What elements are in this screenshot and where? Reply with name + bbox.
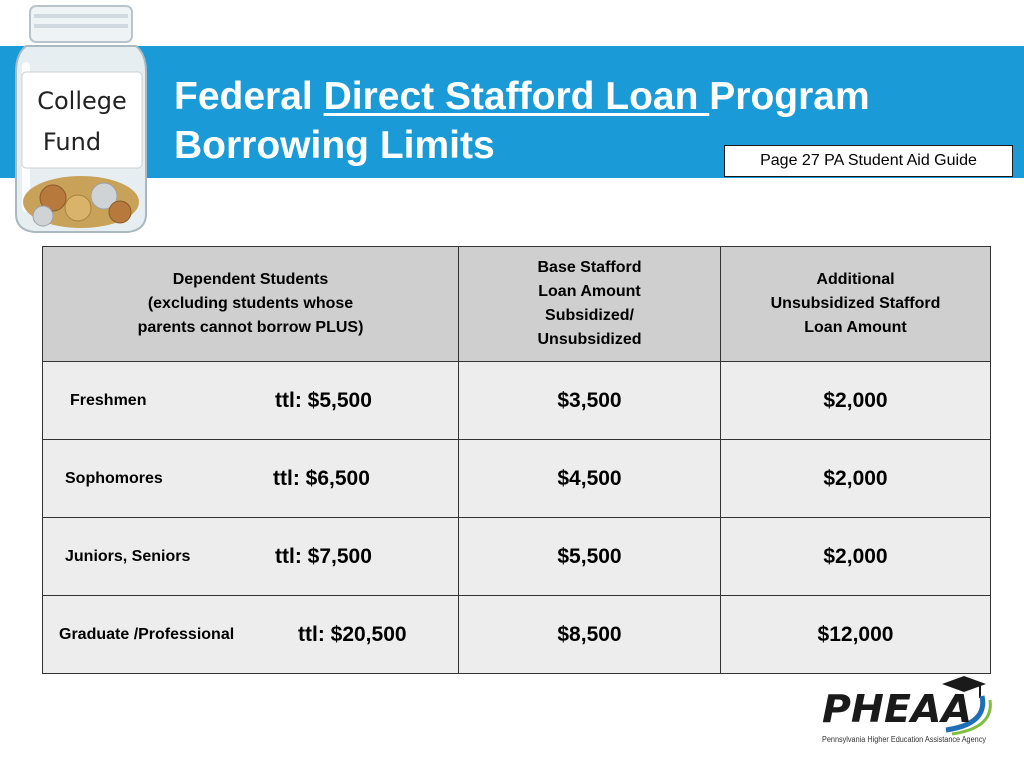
category-label: Freshmen — [70, 392, 147, 409]
header-line: Base Stafford — [537, 259, 642, 276]
college-fund-jar-image — [8, 2, 154, 236]
category-cell — [43, 440, 459, 518]
additional-amount-cell: $12,000 — [721, 596, 991, 674]
title-line-2: Borrowing Limits — [174, 124, 495, 167]
category-label: Sophomores — [65, 470, 163, 487]
header-line: Dependent Students — [172, 271, 329, 288]
title-post: Program — [709, 75, 870, 118]
jar-label-college: College — [37, 87, 127, 115]
category-total: ttl: $20,500 — [298, 623, 407, 646]
category-cell — [43, 362, 459, 440]
category-label: Juniors, Seniors — [65, 548, 191, 565]
pheaa-logo — [818, 672, 998, 752]
category-cell — [43, 518, 459, 596]
borrowing-limits-table — [42, 246, 991, 674]
logo-wordmark: PHEAA — [822, 687, 972, 731]
header-line: (excluding students whose — [147, 295, 354, 312]
header-line: parents cannot borrow PLUS) — [137, 319, 364, 336]
header-base-stafford — [459, 247, 721, 362]
category-total: ttl: $7,500 — [275, 545, 372, 568]
header-dependent-students — [43, 247, 459, 362]
header-additional-unsubsidized — [721, 247, 991, 362]
table-header-row — [43, 247, 991, 362]
category-label: Graduate /Professional — [59, 626, 235, 643]
header-line: Loan Amount — [538, 283, 641, 300]
title-link[interactable]: Direct Stafford Loan — [323, 75, 710, 118]
additional-amount-cell: $2,000 — [721, 518, 991, 596]
category-cell — [43, 596, 459, 674]
title-pre: Federal — [174, 75, 324, 118]
header-line: Unsubsidized — [537, 331, 642, 348]
base-amount-cell: $8,500 — [459, 596, 721, 674]
header-line: Subsidized/ — [545, 307, 634, 324]
category-total: ttl: $5,500 — [275, 389, 372, 412]
additional-amount-cell: $2,000 — [721, 362, 991, 440]
base-amount-cell: $3,500 — [459, 362, 721, 440]
jar-label-fund: Fund — [42, 128, 102, 156]
header-line: Loan Amount — [804, 319, 907, 336]
base-amount-cell: $5,500 — [459, 518, 721, 596]
table-row — [43, 518, 991, 596]
base-amount-cell: $4,500 — [459, 440, 721, 518]
additional-amount-cell: $2,000 — [721, 440, 991, 518]
header-line: Additional — [816, 271, 895, 288]
header-line: Unsubsidized Stafford — [770, 295, 941, 312]
category-total: ttl: $6,500 — [273, 467, 370, 490]
table-row — [43, 596, 991, 674]
page-reference-box: Page 27 PA Student Aid Guide — [724, 145, 1013, 177]
table-row — [43, 440, 991, 518]
table-row — [43, 362, 991, 440]
logo-tagline: Pennsylvania Higher Education Assistance Agency — [822, 735, 986, 744]
